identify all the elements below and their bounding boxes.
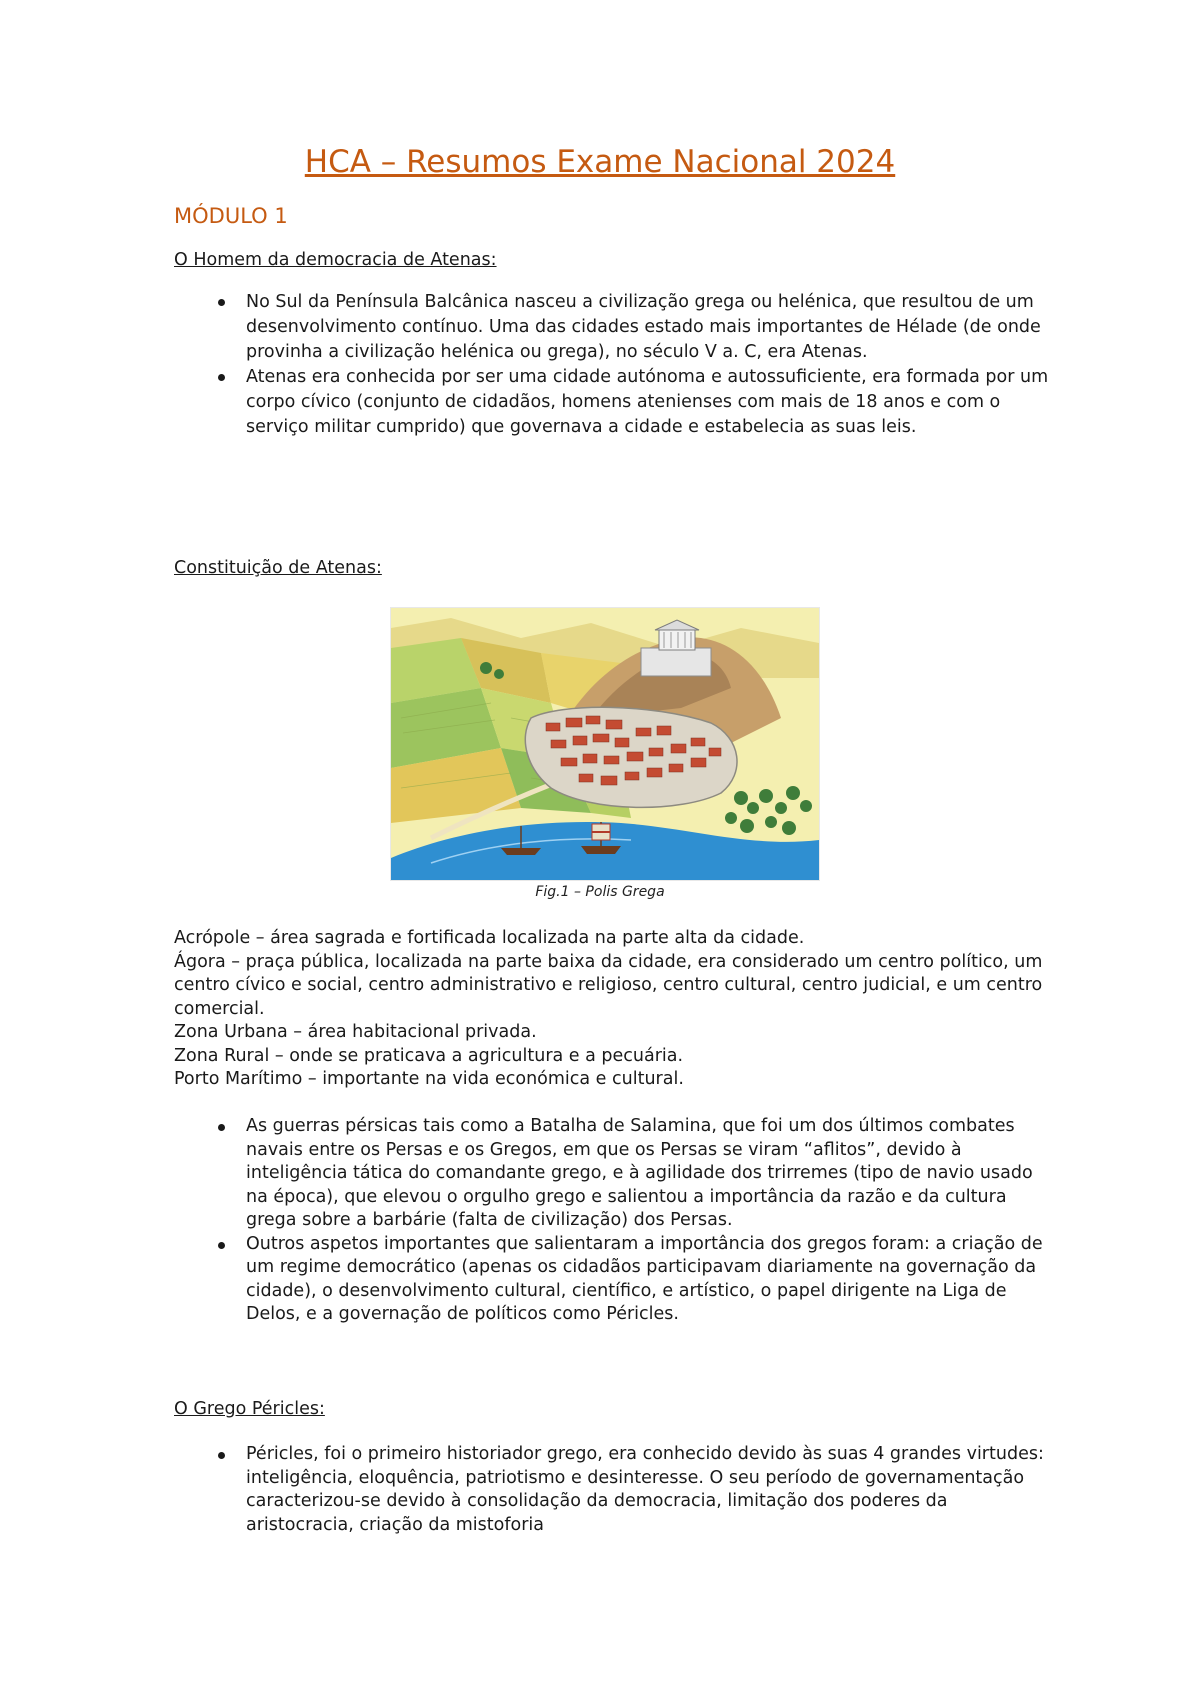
document-title: HCA – Resumos Exame Nacional 2024 <box>304 144 896 180</box>
list-item-text: Atenas era conhecida por ser uma cidade autónoma e autossuficiente, era formada por um corpo cívico (conjunto de cidadãos, homens atenienses com mais de 18 anos e com o serviço militar cumprido) que governava a cidade e estabelecia as suas leis. <box>246 367 1049 437</box>
bullet-icon <box>218 1452 225 1459</box>
bullet-list-homem <box>174 290 1054 440</box>
list-item-text: No Sul da Península Balcânica nasceu a civilização grega ou helénica, que resultou de um desenvolvimento contínuo. Uma das cidades estado mais importantes de Hélade (de onde provinha a civilização helénica ou grega), no século V a. C, era Atenas. <box>246 292 1041 362</box>
definition-zona-urbana: Zona Urbana – área habitacional privada. <box>174 1022 537 1042</box>
bullet-list-constituicao <box>174 1115 1054 1327</box>
list-item <box>174 1443 1054 1537</box>
module-heading: MÓDULO 1 <box>174 204 288 228</box>
list-item <box>174 290 1054 365</box>
section-heading-pericles: O Grego Péricles: <box>174 1399 325 1419</box>
list-item-text: Péricles, foi o primeiro historiador grego, era conhecido devido às suas 4 grandes virtudes: inteligência, eloquência, patriotismo e desinteresse. O seu período de governamentação caracterizou-se devido à consolidação da democracia, limitação dos poderes da aristocracia, criação da mistoforia <box>246 1444 1044 1535</box>
list-item <box>174 365 1054 440</box>
bullet-icon <box>218 1242 225 1249</box>
figure-caption: Fig.1 – Polis Grega <box>535 884 665 900</box>
definition-porto-maritimo: Porto Marítimo – importante na vida económica e cultural. <box>174 1069 684 1089</box>
bullet-icon <box>218 299 225 306</box>
definition-zona-rural: Zona Rural – onde se praticava a agricultura e a pecuária. <box>174 1045 684 1066</box>
list-item-text: As guerras pérsicas tais como a Batalha de Salamina, que foi um dos últimos combates navais entre os Persas e os Gregos, em que os Persas se viram “aflitos”, devido à inteligência tática do comandante grego, e à agilidade dos trirremes (tipo de navio usado na época), que elevou o orgulho grego e salientou a importância da razão e da cultura grega sobre a barbárie (falta de civilização) dos Persas. <box>246 1116 1033 1230</box>
list-item <box>174 1233 1054 1327</box>
bullet-list-pericles <box>174 1443 1054 1537</box>
list-item <box>174 1115 1054 1233</box>
definition-agora: Ágora – praça pública, localizada na parte baixa da cidade, era considerado um centro político, um centro cívico e social, centro administrativo e religioso, centro cultural, centro judicial, e um centro comercial. <box>174 951 1043 1019</box>
bullet-icon <box>218 1124 225 1131</box>
section-heading-homem: O Homem da democracia de Atenas: <box>174 250 497 270</box>
bullet-icon <box>218 374 225 381</box>
list-item-text: Outros aspetos importantes que salientaram a importância dos gregos foram: a criação de um regime democrático (apenas os cidadãos participavam diariamente na governação da cidade), o desenvolvimento cultural, científico, e artístico, o papel dirigente na Liga de Delos, e a governação de políticos como Péricles. <box>246 1233 1043 1324</box>
definition-acropole: Acrópole – área sagrada e fortificada localizada na parte alta da cidade. <box>174 928 805 948</box>
definitions-block <box>174 927 1054 1092</box>
section-heading-constituicao: Constituição de Atenas: <box>174 558 382 578</box>
polis-grega-illustration <box>390 607 820 881</box>
